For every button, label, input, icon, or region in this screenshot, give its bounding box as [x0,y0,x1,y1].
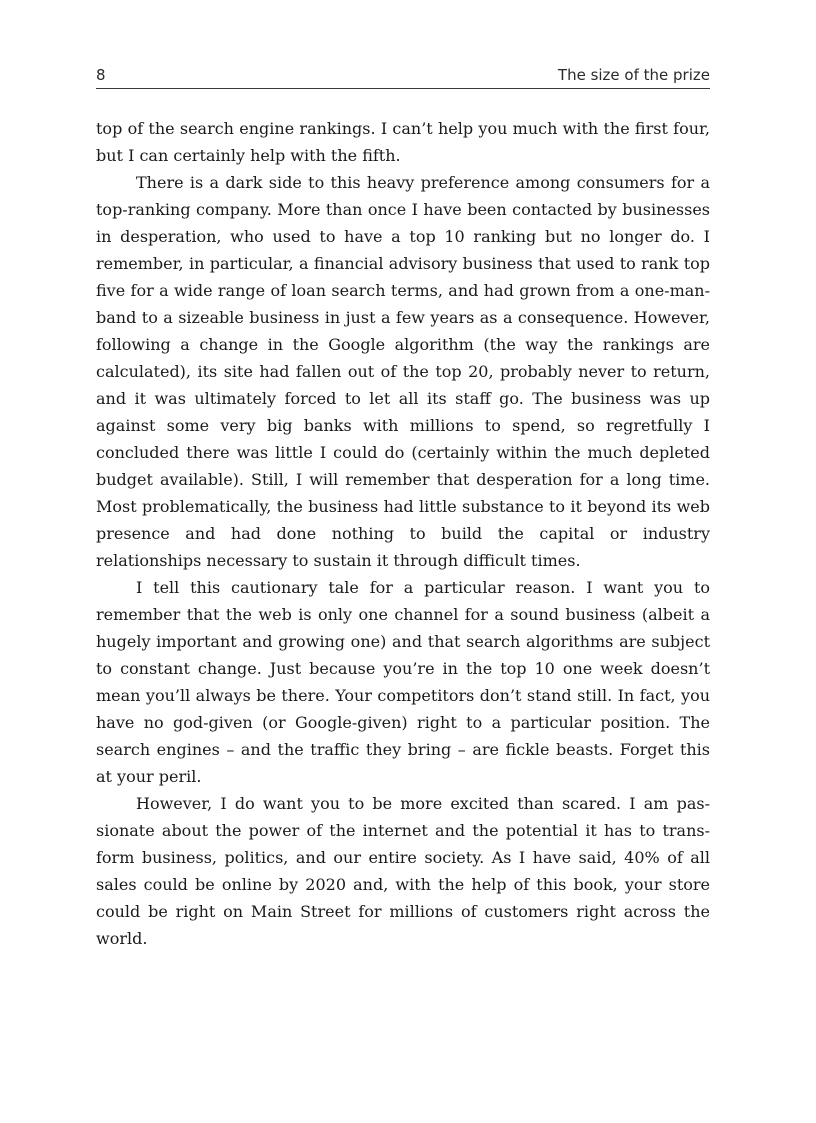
chapter-title: The size of the prize [557,66,710,84]
running-head [96,64,710,89]
paragraph-cautionary-tale: I tell this cautionary tale for a particular reason. I want you to remember that the web is only one channel for a sound business (albeit a hugely important and growing one) and that search algorithms are subject to constant change. Just because you’re in the top 10 one week doesn’t mean you’ll always be there. Your competitors don’t stand still. In fact, you have no god-given (or Google-given) right to a particular position. The search engines – and the traffic they bring – are fickle beasts. Forget this at your peril. [96,578,710,786]
paragraph-excited: However, I do want you to be more excited than scared. I am passionate about the power of the internet and the potential it has to transform business, politics, and our entire society. As I have said, 40% of all sales could be online by 2020 and, with the help of this book, your store could be right on Main Street for millions of customers right across the world. [96,794,710,948]
paragraph-continued: top of the search engine rankings. I can’t help you much with the first four, but I can certainly help with the fifth. [96,119,710,165]
page-number: 8 [96,66,106,84]
body-text [96,115,710,952]
paragraph-dark-side: There is a dark side to this heavy preference among consumers for a top-ranking company. More than once I have been contacted by businesses in desperation, who used to have a top 10 ranking but no longer do. I remember, in particular, a financial advisory business that used to rank top five for a wide range of loan search terms, and had grown from a one-man-band to a sizeable business in just a few years as a consequence. However, following a change in the Google algorithm (the way the rankings are calculated), its site had fallen out of the top 20, probably never to return, and it was ultimately forced to let all its staff go. The business was up against some very big banks with millions to spend, so regretfully I concluded there was little I could do (certainly within the much depleted budget available). Still, I will remember that desperation for a long time. Most problematically, the business had little substance to it beyond its web presence and had done nothing to build the capital or industry relationships necessary to sustain it through difficult times. [96,173,710,570]
